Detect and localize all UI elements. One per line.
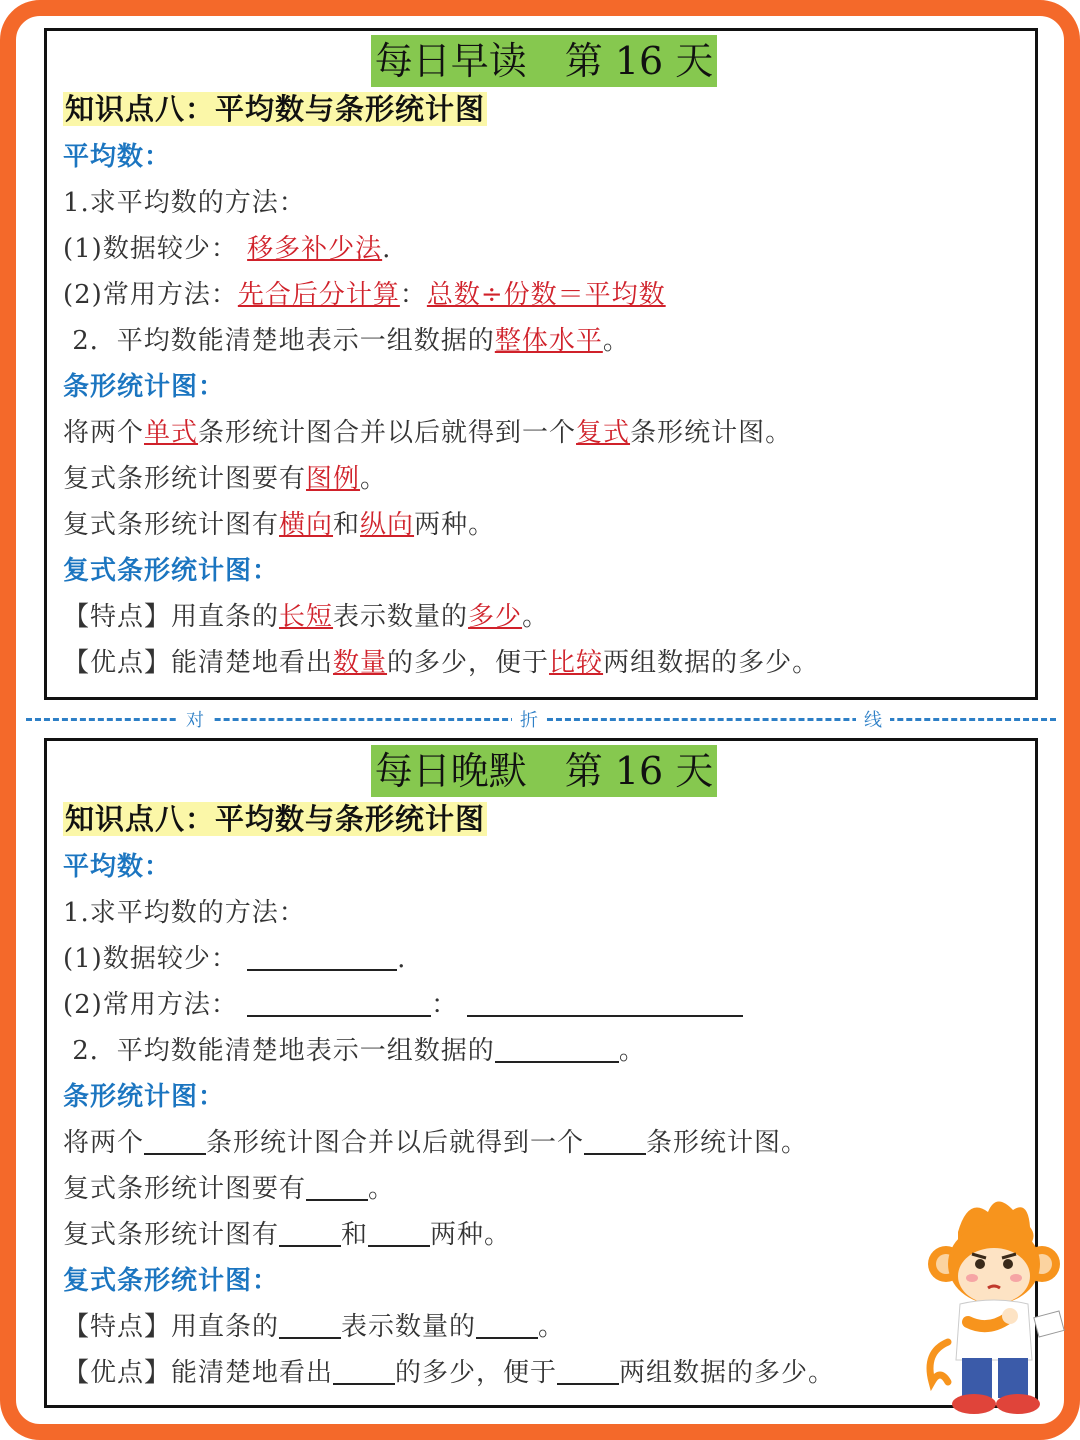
feature-line: 【特点】用直条的 表示数量的 。: [63, 1307, 565, 1347]
answer: 整体水平: [494, 326, 603, 356]
answer: 纵向: [360, 510, 415, 540]
answer: 比较: [549, 648, 604, 678]
fill-blank[interactable]: [333, 1353, 395, 1385]
evening-recall-card: [44, 738, 1038, 1408]
section-compound-bar: 复式条形统计图：: [63, 556, 280, 586]
section-compound-bar: 复式条形统计图：: [63, 1266, 280, 1296]
card-title: 每日晚默 第 16 天: [371, 745, 717, 797]
answer: 总数÷份数＝平均数: [426, 280, 666, 310]
fill-blank[interactable]: [584, 1123, 646, 1155]
answer: 横向: [279, 510, 334, 540]
answer: 长短: [279, 602, 334, 632]
average-meaning: 2．平均数能清楚地表示一组数据的整体水平。: [63, 326, 630, 356]
method-line-2: (2)常用方法： ：: [63, 985, 743, 1025]
answer: 复式: [576, 418, 631, 448]
fill-blank[interactable]: [247, 985, 431, 1017]
fill-blank[interactable]: [306, 1169, 368, 1201]
section-average: 平均数：: [63, 852, 172, 882]
fill-blank[interactable]: [247, 939, 397, 971]
advantage-line: 【优点】能清楚地看出 的多少，便于 两组数据的多少。: [63, 1353, 835, 1393]
feature-line: 【特点】用直条的长短表示数量的多少。: [63, 602, 550, 632]
answer: 图例: [306, 464, 361, 494]
fill-blank[interactable]: [279, 1307, 341, 1339]
fold-label: 线: [856, 706, 890, 732]
fill-blank[interactable]: [467, 985, 743, 1017]
method-line-1: (1)数据较少： 移多补少法.: [63, 234, 392, 264]
card-title: 每日早读 第 16 天: [371, 35, 717, 87]
method-title: 1.求平均数的方法：: [63, 898, 306, 928]
average-meaning: 2．平均数能清楚地表示一组数据的 。: [63, 1031, 646, 1071]
answer: 多少: [468, 602, 523, 632]
answer: 移多补少法: [247, 234, 383, 264]
method-title: 1.求平均数的方法：: [63, 188, 306, 218]
method-line-1: (1)数据较少： .: [63, 939, 406, 979]
bar-line-3: 复式条形统计图有 和 两种。: [63, 1215, 511, 1255]
answer: 先合后分计算: [237, 280, 400, 310]
section-bar-chart: 条形统计图：: [63, 1082, 226, 1112]
bar-line-2: 复式条形统计图要有 。: [63, 1169, 395, 1209]
section-bar-chart: 条形统计图：: [63, 372, 226, 402]
fold-label: 对: [178, 706, 212, 732]
topic-heading: 知识点八：平均数与条形统计图: [65, 92, 486, 126]
fold-label: 折: [512, 706, 546, 732]
section-average: 平均数：: [63, 142, 172, 172]
answer: 单式: [144, 418, 199, 448]
advantage-line: 【优点】能清楚地看出数量的多少，便于比较两组数据的多少。: [63, 648, 820, 678]
fill-blank[interactable]: [557, 1353, 619, 1385]
bar-line-2: 复式条形统计图要有图例。: [63, 464, 388, 494]
answer: 数量: [333, 648, 388, 678]
method-line-2: (2)常用方法：先合后分计算：总数÷份数＝平均数: [63, 280, 666, 310]
fill-blank[interactable]: [476, 1307, 538, 1339]
monkey-mascot-icon: [918, 1192, 1068, 1422]
fill-blank[interactable]: [279, 1215, 341, 1247]
bar-line-3: 复式条形统计图有横向和纵向两种。: [63, 510, 496, 540]
morning-reading-card: [44, 28, 1038, 700]
bar-line-1: 将两个单式条形统计图合并以后就得到一个复式条形统计图。: [63, 418, 793, 448]
fill-blank[interactable]: [144, 1123, 206, 1155]
topic-heading: 知识点八：平均数与条形统计图: [65, 802, 486, 836]
fill-blank[interactable]: [368, 1215, 430, 1247]
bar-line-1: 将两个 条形统计图合并以后就得到一个 条形统计图。: [63, 1123, 808, 1163]
fill-blank[interactable]: [495, 1031, 619, 1063]
